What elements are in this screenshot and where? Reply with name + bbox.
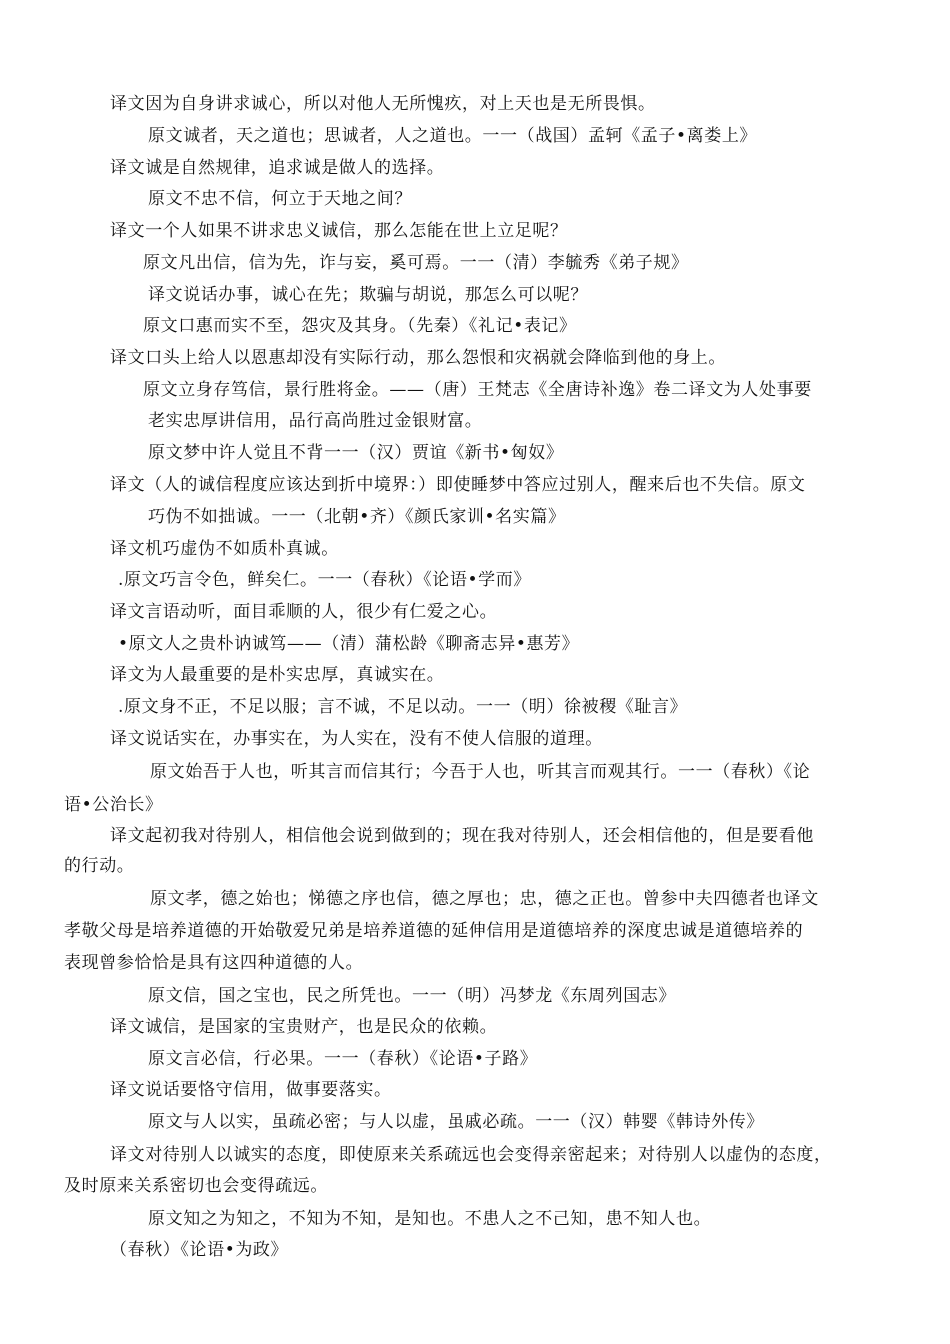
text-line: 译文口头上给人以恩惠却没有实际行动，那么怨恨和灾祸就会降临到他的身上。 [110,348,726,368]
text-line: 原文孝，德之始也；悌德之序也信，德之厚也；忠，德之正也。曾参中夫四德者也译文 [150,889,819,909]
text-line: 译文言语动听，面目乖顺的人，很少有仁爱之心。 [110,602,498,622]
text-line: 译文诚是自然规律，追求诚是做人的选择。 [110,158,445,178]
text-line: 及时原来关系密切也会变得疏远。 [64,1176,328,1196]
text-line: 原文诚者，天之道也；思诚者，人之道也。一一（战国）孟轲《孟子•离娄上》 [148,126,758,146]
text-line: 原文立身存笃信，景行胜将金。——（唐）王梵志《全唐诗补逸》卷二译文为人处事要 [143,380,812,400]
text-line: 译文一个人如果不讲求忠义诚信，那么怎能在世上立足呢？ [110,221,568,241]
text-line: 译文说话要恪守信用，做事要落实。 [110,1080,392,1100]
text-line: 译文为人最重要的是朴实忠厚，真诚实在。 [110,665,445,685]
text-line: （春秋）《论语•为政》 [110,1240,289,1260]
text-line: 原文与人以实，虽疏必密；与人以虚，虽戚必疏。一一（汉）韩婴《韩诗外传》 [148,1112,764,1132]
text-line: 原文信，国之宝也，民之所凭也。一一（明）冯梦龙《东周列国志》 [148,986,676,1006]
text-line: 译文对待别人以诚实的态度，即使原来关系疏远也会变得亲密起来；对待别人以虚伪的态度， [110,1145,832,1165]
text-line: 原文言必信，行必果。一一（春秋）《论语•子路》 [148,1049,538,1069]
text-line: 原文凡出信，信为先，诈与妄，奚可焉。一一（清）李毓秀《弟子规》 [143,253,689,273]
text-line: 语•公治长》 [64,795,163,815]
text-line: •原文人之贵朴讷诚笃——（清）蒲松龄《聊斋志异•惠芳》 [118,634,580,654]
text-line: 原文始吾于人也，听其言而信其行；今吾于人也，听其言而观其行。一一（春秋）《论 [150,762,811,782]
text-line: 巧伪不如拙诚。一一（北朝•齐）《颜氏家训•名实篇》 [148,507,566,527]
text-line: 译文（人的诚信程度应该达到折中境界：）即使睡梦中答应过别人，醒来后也不失信。原文 [110,475,806,495]
text-line: 原文梦中许人觉且不背一一（汉）贾谊《新书•匈奴》 [148,443,564,463]
text-line: .原文身不正，不足以服；言不诚，不足以动。一一（明）徐被稷《耻言》 [118,697,688,717]
text-line: 的行动。 [64,856,135,876]
text-line: 译文诚信，是国家的宝贵财产，也是民众的依赖。 [110,1017,498,1037]
text-line: 译文说话实在，办事实在，为人实在，没有不使人信服的道理。 [110,729,603,749]
text-line: 译文机巧虚伪不如质朴真诚。 [110,539,339,559]
text-line: 原文口惠而实不至，怨灾及其身。（先秦）《礼记•表记》 [143,316,577,336]
text-line: .原文巧言令色，鲜矣仁。一一（春秋）《论语•学而》 [118,570,531,590]
text-line: 译文因为自身讲求诚心，所以对他人无所愧疚，对上天也是无所畏惧。 [110,94,656,114]
text-line: 孝敬父母是培养道德的开始敬爱兄弟是培养道德的延伸信用是道德培养的深度忠诚是道德培养的 [64,921,804,941]
text-line: 译文说话办事，诚心在先；欺骗与胡说，那怎么可以呢？ [148,285,588,305]
text-line: 原文不忠不信，何立于天地之间？ [148,189,412,209]
text-line: 译文起初我对待别人，相信他会说到做到的；现在我对待别人，还会相信他的，但是要看他 [110,826,814,846]
text-line: 表现曾参恰恰是具有这四种道德的人。 [64,953,364,973]
text-line: 老实忠厚讲信用，品行高尚胜过金银财富。 [148,411,483,431]
text-line: 原文知之为知之，不知为不知，是知也。不患人之不己知，患不知人也。 [148,1209,712,1229]
